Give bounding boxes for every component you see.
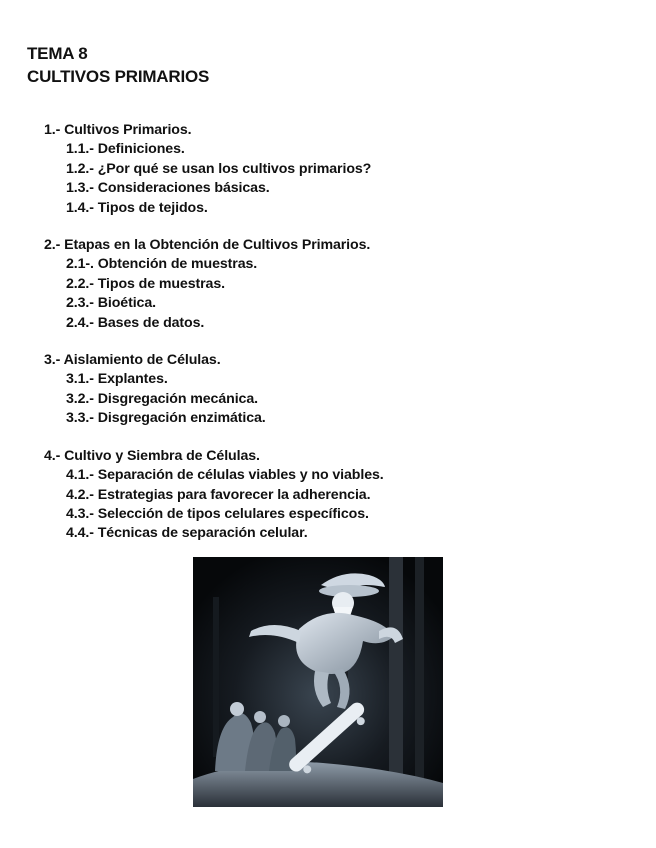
- sub-item-list: [44, 466, 644, 544]
- monk-head: [254, 711, 266, 723]
- toc-section-2: [44, 236, 644, 333]
- monk-head: [230, 702, 244, 716]
- toc-section-4: [44, 447, 644, 544]
- tree-trunk: [213, 597, 219, 757]
- toc-section-1: [44, 121, 644, 218]
- sub-item: 3.2.- Disgregación mecánica.: [66, 390, 258, 407]
- topic-number: TEMA 8: [27, 44, 88, 63]
- sub-item: 3.1.- Explantes.: [66, 371, 168, 388]
- sub-item: 4.3.- Selección de tipos celulares específicos.: [66, 505, 369, 522]
- sub-item: 3.3.- Disgregación enzimática.: [66, 410, 266, 427]
- tree-trunk: [415, 557, 424, 787]
- topic-title: CULTIVOS PRIMARIOS: [27, 67, 210, 86]
- sub-item: 1.1.- Definiciones.: [66, 141, 185, 158]
- section-heading: 3.- Aislamiento de Células.: [44, 352, 221, 369]
- section-heading: 2.- Etapas en la Obtención de Cultivos Primarios.: [44, 237, 371, 254]
- document-title-block: [27, 42, 209, 88]
- sub-item: 1.2.- ¿Por qué se usan los cultivos primarios?: [66, 160, 372, 177]
- toc-section-3: [44, 351, 644, 429]
- sub-item-list: [44, 370, 644, 428]
- sub-item: 2.4.- Bases de datos.: [66, 314, 205, 331]
- sub-item: 4.2.- Estrategias para favorecer la adherencia.: [66, 486, 371, 503]
- sub-item: 4.1.- Separación de células viables y no viables.: [66, 467, 384, 484]
- skateboarding-wizard-photo: [193, 557, 443, 807]
- section-heading: 1.- Cultivos Primarios.: [44, 122, 192, 138]
- sub-item: 4.4.- Técnicas de separación celular.: [66, 525, 308, 542]
- sub-item: 1.3.- Consideraciones básicas.: [66, 180, 270, 197]
- section-heading: 4.- Cultivo y Siembra de Células.: [44, 447, 260, 464]
- monk-head: [278, 715, 290, 727]
- sub-item: 2.3.- Bioética.: [66, 295, 156, 312]
- tree-trunk: [389, 557, 403, 787]
- sub-item: 2.2.- Tipos de muestras.: [66, 275, 225, 292]
- sub-item-list: [44, 255, 644, 333]
- sub-item-list: [44, 140, 644, 218]
- sub-item: 2.1-. Obtención de muestras.: [66, 256, 258, 273]
- table-of-contents: [44, 121, 644, 562]
- sub-item: 1.4.- Tipos de tejidos.: [66, 199, 208, 216]
